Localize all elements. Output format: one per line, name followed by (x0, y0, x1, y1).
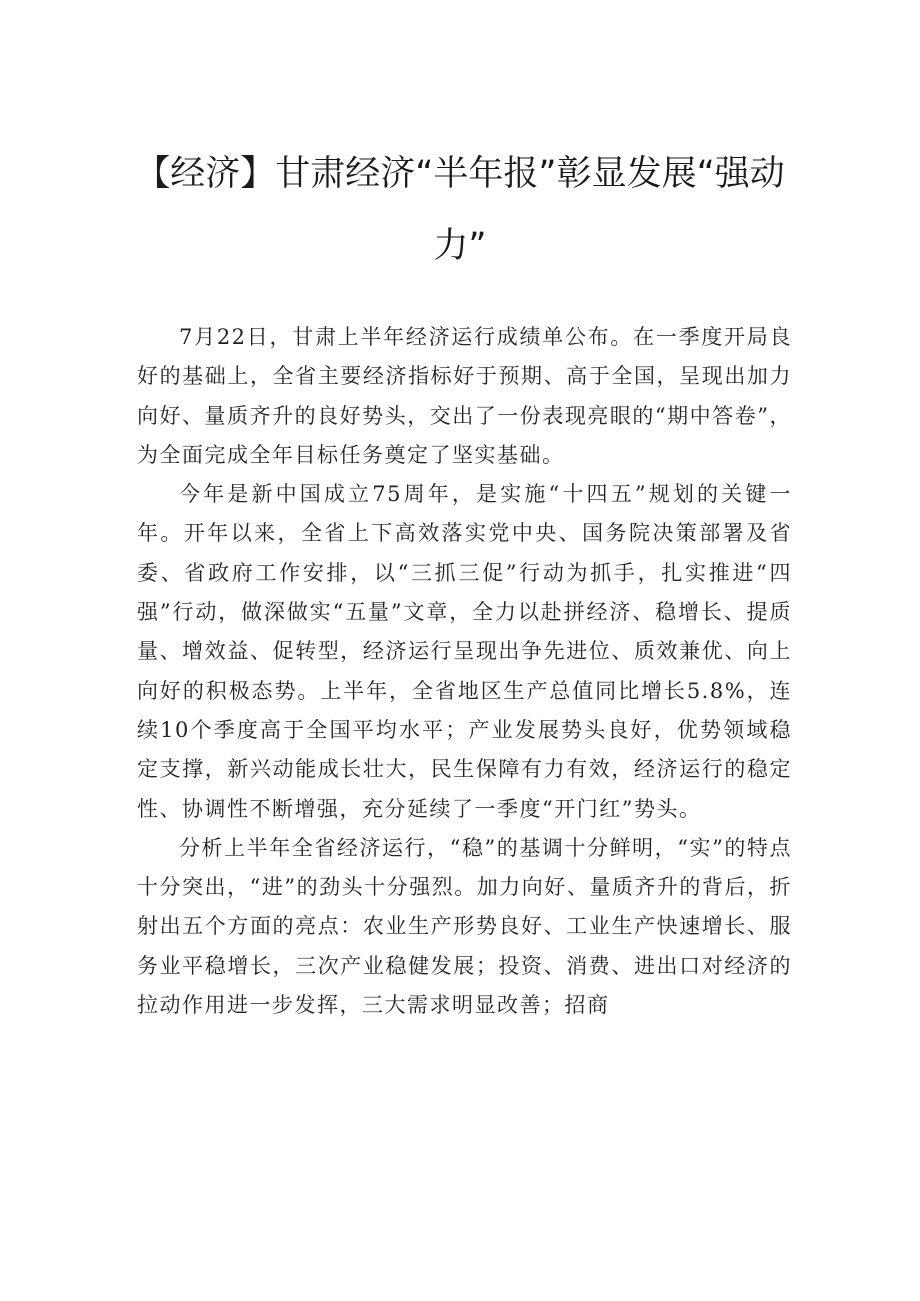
paragraph-1: 7月22日，甘肃上半年经济运行成绩单公布。在一季度开局良好的基础上，全省主要经济指标好于预期、高于全国，呈现出加力向好、量质齐升的良好势头，交出了一份表现亮眼的“期中答卷”，为全面完成全年目标任务奠定了坚实基础。 (137, 325, 792, 467)
paragraph-3: 分析上半年全省经济运行，“稳”的基调十分鲜明，“实”的特点十分突出，“进”的劲头十分强烈。加力向好、量质齐升的背后，折射出五个方面的亮点：农业生产形势良好、工业生产快速增长、服务业平稳增长，三次产业稳健发展；投资、消费、进出口对经济的拉动作用进一步发挥，三大需求明显改善；招商 (137, 835, 792, 1018)
document-body (137, 318, 792, 1025)
document-title: 【经济】甘肃经济“半年报”彰显发展“强动力” (135, 154, 785, 266)
paragraph-2: 今年是新中国成立75周年，是实施“十四五”规划的关键一年。开年以来，全省上下高效落实党中央、国务院决策部署及省委、省政府工作安排，以“三抓三促”行动为抓手，扎实推进“四强”行动，做深做实“五量”文章，全力以赴拼经济、稳增长、提质量、增效益、促转型，经济运行呈现出争先进位、质效兼优、向上向好的积极态势。上半年，全省地区生产总值同比增长5.8%，连续10个季度高于全国平均水平；产业发展势头良好，优势领域稳定支撑，新兴动能成长壮大，民生保障有力有效，经济运行的稳定性、协调性不断增强，充分延续了一季度“开门红”势头。 (137, 482, 792, 821)
